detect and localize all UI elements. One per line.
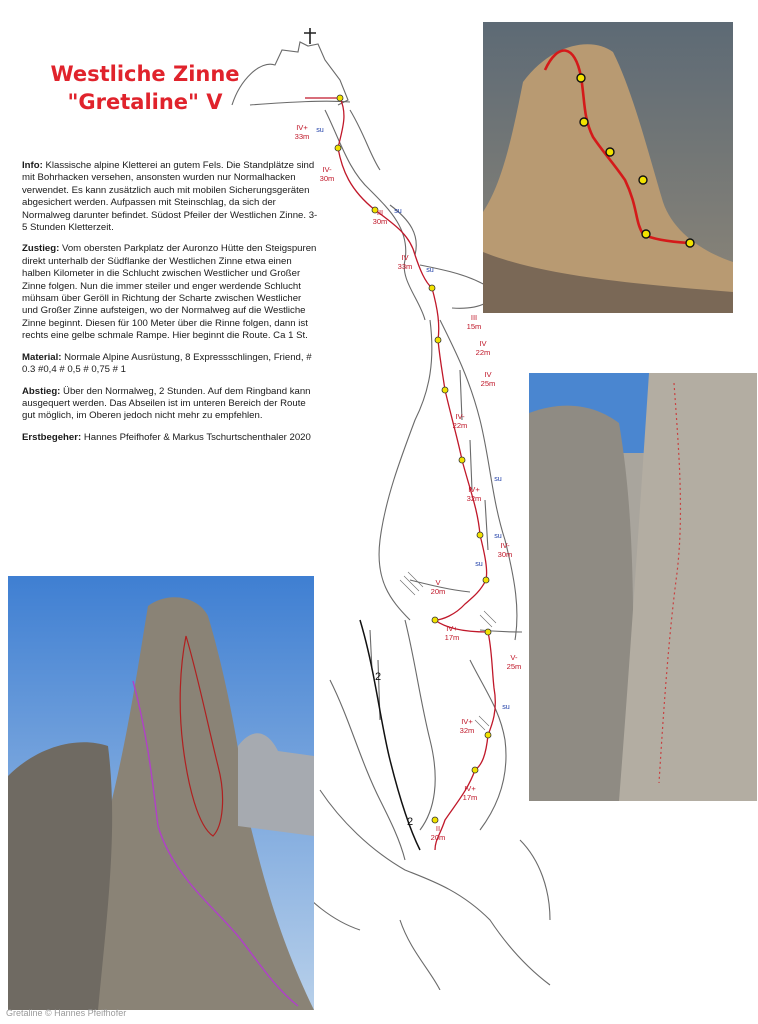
- pitch-grade: IV-: [322, 165, 332, 174]
- photo-belay: [606, 148, 614, 156]
- summit-pillar-photo: [483, 22, 733, 313]
- photo-belay: [580, 118, 588, 126]
- pitch-length: 15m: [466, 322, 482, 331]
- route-name: "Gretaline" V: [67, 90, 223, 114]
- su-marker: su: [394, 206, 402, 215]
- su-marker: su: [475, 559, 483, 568]
- hatching: [400, 572, 496, 730]
- belay-point: [442, 387, 448, 393]
- ledge-lower: [410, 580, 522, 632]
- pitch-length: 32m: [459, 726, 475, 735]
- base-boulders: [290, 840, 550, 930]
- belay-point: [472, 767, 478, 773]
- left-spur-shape: [8, 742, 112, 1010]
- pitch-grade: IV+: [296, 123, 308, 132]
- belay-point: [459, 457, 465, 463]
- su-markers: [316, 125, 510, 711]
- east-face-image: [529, 373, 757, 801]
- west-zinne-overview-photo: [8, 576, 314, 1010]
- pitch-length: 22m: [452, 421, 468, 430]
- photo-belay: [686, 239, 694, 247]
- pitch-grade: III: [470, 313, 478, 322]
- pillar-outline-left: [379, 320, 432, 620]
- pitch-grade: V-: [510, 653, 518, 662]
- belay-point: [485, 629, 491, 635]
- pitch-grade: IV: [479, 339, 487, 348]
- copyright-credit: Gretaline © Hannes Pfeifhofer: [6, 1008, 127, 1018]
- pitch-length: 25m: [506, 662, 522, 671]
- belay-point: [483, 577, 489, 583]
- pitch-length: 20m: [430, 833, 446, 842]
- pitch-grade: IV+: [446, 624, 458, 633]
- pitch-grade: IV-: [500, 541, 510, 550]
- overview-image: [8, 576, 314, 1010]
- pitch-length: 17m: [444, 633, 460, 642]
- su-marker: su: [502, 702, 510, 711]
- pitch-length: 30m: [372, 217, 388, 226]
- belay-point: [485, 732, 491, 738]
- pitch-length: 17m: [462, 793, 478, 802]
- pitch-grade: II: [435, 824, 441, 833]
- topo-title: [30, 60, 260, 116]
- pitch-length: 33m: [294, 132, 310, 141]
- pitch-length: 32m: [466, 494, 482, 503]
- upper-face-right: [350, 110, 416, 255]
- descent-label: Abstieg:: [22, 385, 61, 397]
- belay-point: [432, 617, 438, 623]
- material-label: Material:: [22, 351, 62, 363]
- summit-ledge: [250, 101, 350, 105]
- summit-cross-icon: [304, 28, 316, 44]
- material-text: Normale Alpine Ausrüstung, 8 Expressschlingen, Friend, # 0.3 #0,4 # 0,5 # 0,75 # 1: [22, 351, 312, 376]
- belay-point: [435, 337, 441, 343]
- belay-point: [335, 145, 341, 151]
- pitch-length: 33m: [397, 262, 413, 271]
- info-text: Klassische alpine Kletterei an gutem Fels. Die Standplätze sind mit Bohrhacken versehen, ansonsten wurden nur Normalhacken verwendet. Es kann zusätzlich auch mit mobilen Sicherungsgeräten abgesichert werden. Aufpassen mit Steinschlag, da sich der Normalweg darunter befindet. Südost Pfeiler der Westlichen Zinne. 3-5 Stunden Kletterzeit.: [22, 160, 318, 234]
- summit-pillar-image: [483, 22, 733, 313]
- belay-point: [337, 95, 343, 101]
- pitch-length: 20m: [430, 587, 446, 596]
- su-marker: su: [316, 125, 324, 134]
- first-ascent-label: Erstbegeher:: [22, 431, 82, 443]
- pitch-grade: IV+: [464, 784, 476, 793]
- su-marker: su: [494, 474, 502, 483]
- descent-text: Über den Normalweg, 2 Stunden. Auf dem Ringband kann ausgequert werden. Das Abseilen ist im unteren Bereich der Route gut möglich, im Oberen jedoch nicht mehr zu empfehlen.: [22, 385, 311, 422]
- ringband-mark-2: 2: [407, 816, 414, 828]
- pitch-length: 30m: [497, 550, 513, 559]
- belay-point: [432, 817, 438, 823]
- approach-label: Zustieg:: [22, 243, 60, 255]
- pitch-length: 30m: [319, 174, 335, 183]
- pitch-grade: IV+: [461, 717, 473, 726]
- su-marker: su: [426, 265, 434, 274]
- pitch-grade: IV-: [455, 412, 465, 421]
- left-tower-shape: [529, 406, 633, 801]
- belay-point: [477, 532, 483, 538]
- pitch-grade: III: [376, 208, 384, 217]
- pitch-grade: IV: [484, 370, 492, 379]
- east-face-photo: [529, 373, 757, 801]
- photo-belay: [642, 230, 650, 238]
- gully-left: [330, 680, 405, 860]
- first-ascent-text: Hannes Pfeifhofer & Markus Tschurtschenthaler 2020: [81, 431, 311, 443]
- photo-belay: [639, 176, 647, 184]
- info-label: Info:: [22, 160, 43, 171]
- pitch-length: 22m: [475, 348, 491, 357]
- pitch-grade: IV: [401, 253, 409, 262]
- approach-text: Vom obersten Parkplatz der Auronzo Hütte den Steigspuren direkt unterhalb der Südflanke der Westlichen Zinne etwa einen halben Kilometer in die Schlucht zwischen Westlicher und Großer Zinne folgen. Nun die immer steiler und enger werdende Schlucht mühsam über Geröll in Richtung der Scharte zwischen Westlicher und Großer Zinne aufsteigen, wo der Normalweg auf die Westliche Zinne beginnt. Diesen für 100 Meter über die Rinne folgen, dann ist rechts eine gelbe schmale Rampe. Hier beginnt die Route. Ca 1 St.: [22, 243, 317, 342]
- peak-name: Westliche Zinne: [50, 62, 240, 86]
- belay-point: [429, 285, 435, 291]
- summit-outline: [232, 42, 348, 105]
- pitch-length: 25m: [480, 379, 496, 388]
- pitch-grade: V: [435, 578, 441, 587]
- photo-belay: [577, 74, 585, 82]
- ringband-mark-1: 2: [375, 671, 382, 683]
- pitch-grade: IV+: [468, 485, 480, 494]
- su-marker: su: [494, 531, 502, 540]
- belay-points: [335, 95, 491, 823]
